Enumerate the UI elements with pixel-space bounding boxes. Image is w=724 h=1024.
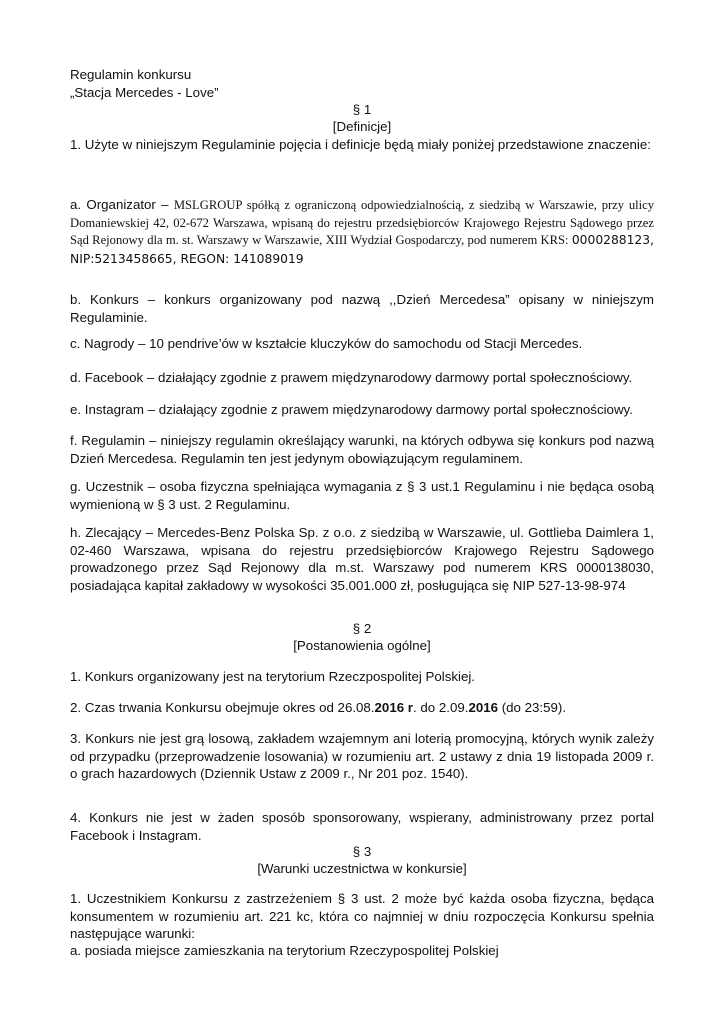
doc-title-line-1: Regulamin konkursu <box>70 67 192 82</box>
point-2-text-e: (do 23:59). <box>498 700 567 715</box>
point-2-text-c: . do 2.09. <box>412 700 469 715</box>
section-2-symbol: § 2 <box>352 621 372 636</box>
section-3-symbol: § 3 <box>352 844 372 859</box>
definition-c: c. Nagrody – 10 pendrive’ów w kształcie kluczyków do samochodu od Stacji Mercedes. <box>70 336 583 351</box>
definition-b: b. Konkurs – konkurs organizowany pod nazwą ,,Dzień Mercedesa” opisany w niniejszym Regulaminie. <box>70 292 654 325</box>
section-3-point-1: 1. Uczestnikiem Konkursu z zastrzeżeniem § 3 ust. 2 może być każda osoba fizyczna, będąca konsumentem w rozumieniu art. 221 kc, która co najmniej w dniu rozpoczęcia Konkursu spełnia następujące warunki: <box>70 891 654 941</box>
section-2-point-3: 3. Konkurs nie jest grą losową, zakładem wzajemnym ani loterią promocyjną, których wynik zależy od przypadku (przeprowadzenie losowania) w rozumieniu art. 2 ustawy z dnia 19 listopada 2009 r. o grach hazardowych (Dziennik Ustaw z 2009 r., Nr 201 poz. 1540). <box>70 731 654 781</box>
definition-f: f. Regulamin – niniejszy regulamin określający warunki, na których odbywa się konkurs pod nazwą Dzień Mercedesa. Regulamin ten jest jedynym obowiązującym regulaminem. <box>70 433 654 466</box>
definition-a-body: MSLGROUP spółką z ograniczoną odpowiedzialnością, z siedzibą w Warszawie, przy ulicy Domaniewskiej 42, 02-672 Warszawa, wpisaną do rejestru przedsiębiorców Krajowego Rejestru Sądowego przez Sąd Rejonowy dla m. st. Warszawy w Warszawie, XIII Wydział Gospodarczy, pod numerem KRS: <box>70 198 655 247</box>
definition-a <box>70 196 654 268</box>
section-2-point-4: 4. Konkurs nie jest w żaden sposób sponsorowany, wspierany, administrowany przez portal Facebook i Instagram. <box>70 810 654 843</box>
section-2-point-1: 1. Konkurs organizowany jest na terytorium Rzeczpospolitej Polskiej. <box>70 669 476 684</box>
definition-a-numbers: 0000288123, NIP:5213458665, REGON: 141089019 <box>70 233 654 266</box>
doc-title-line-2: „Stacja Mercedes - Love” <box>70 85 219 100</box>
section-3-title: [Warunki uczestnictwa w konkursie] <box>257 861 467 876</box>
definition-a-prefix: a. Organizator – <box>70 197 174 212</box>
point-2-year-end: 2016 <box>468 700 499 715</box>
section-1-symbol: § 1 <box>352 102 372 117</box>
definition-h: h. Zlecający – Mercedes-Benz Polska Sp. z o.o. z siedzibą w Warszawie, ul. Gottlieba Daimlera 1, 02-460 Warszawa, wpisana do rejestru przedsiębiorców Krajowego Rejestru Sądowego prowadzonego przez Sąd Rejonowy dla m.st. Warszawy pod numerem KRS 0000138030, posiadająca kapitał zakładowy w wysokości 35.001.000 zł, posługująca się NIP 527-13-98-974 <box>70 525 654 593</box>
section-3-point-1a: a. posiada miejsce zamieszkania na terytorium Rzeczypospolitej Polskiej <box>70 943 499 958</box>
section-2-title: [Postanowienia ogólne] <box>293 638 431 653</box>
section-1-title: [Definicje] <box>332 119 392 134</box>
point-2-year-start: 2016 r <box>374 700 413 715</box>
point-2-text-a: 2. Czas trwania Konkursu obejmuje okres od 26.08. <box>70 700 375 715</box>
section-2-point-2 <box>70 699 654 717</box>
definition-g: g. Uczestnik – osoba fizyczna spełniająca wymagania z § 3 ust.1 Regulaminu i nie będąca osobą wymienioną w § 3 ust. 2 Regulaminu. <box>70 479 654 512</box>
section-1-intro: 1. Użyte w niniejszym Regulaminie pojęcia i definicje będą miały poniżej przedstawione znaczenie: <box>70 137 651 152</box>
definition-e: e. Instagram – działający zgodnie z prawem międzynarodowy darmowy portal społecznościowy. <box>70 402 633 417</box>
definition-d: d. Facebook – działający zgodnie z prawem międzynarodowy darmowy portal społecznościowy. <box>70 370 633 385</box>
